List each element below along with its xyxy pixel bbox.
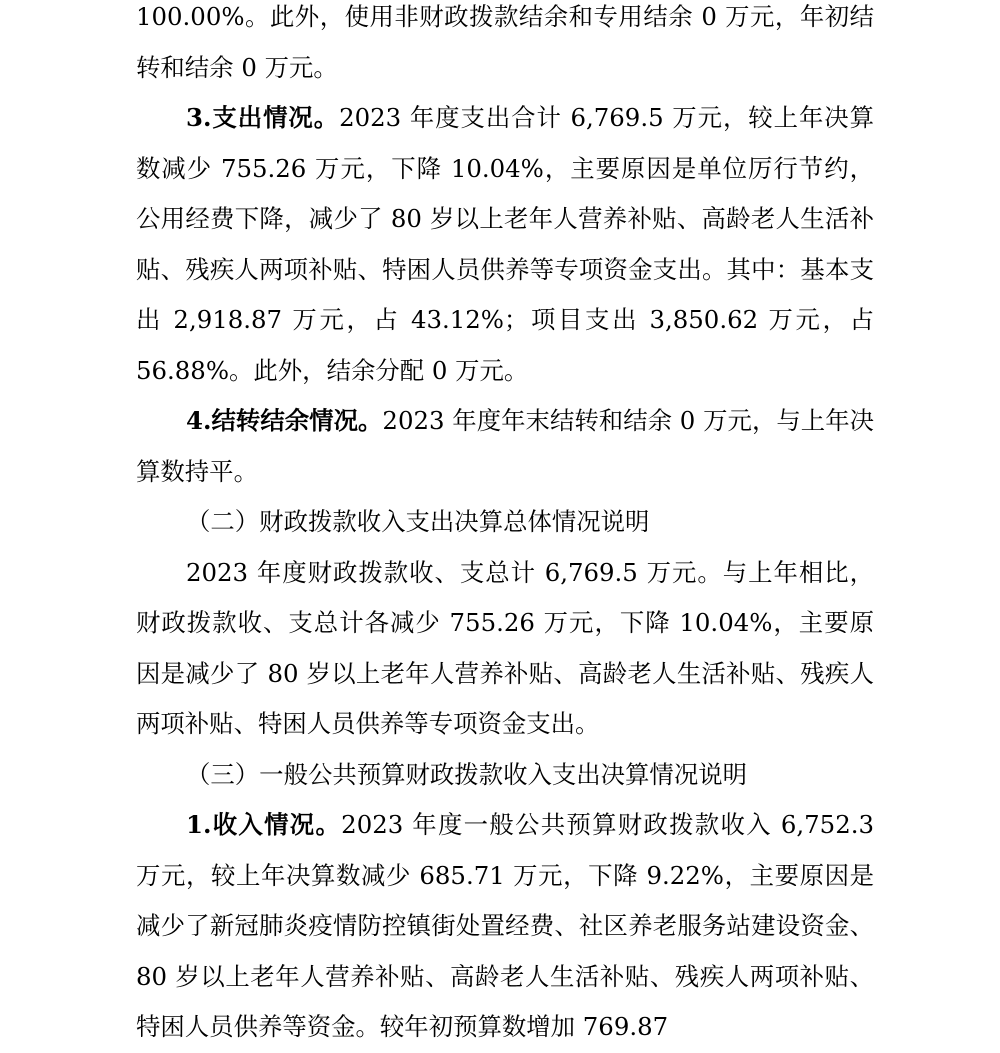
paragraph-text: 2023 年度财政拨款收、支总计 6,769.5 万元。与上年相比，财政拨款收、支总计各减少 755.26 万元，下降 10.04%，主要原因是减少了 80 岁以上老年人营养补贴、高龄老人生活补贴、残疾人两项补贴、特困人员供养等专项资金支出。 xyxy=(136,557,874,738)
section-heading-text: （二）财政拨款收入支出决算总体情况说明 xyxy=(186,507,650,536)
paragraph-text: 2023 年度一般公共预算财政拨款收入 6,752.3 万元，较上年决算数减少 685.71 万元，下降 9.22%，主要原因是减少了新冠肺炎疫情防控镇街处置经费、社区养老服务站建设资金、80 岁以上老年人营养补贴、高龄老人生活补贴、残疾人两项补贴、特困人员供养等资金。较年初预算数增加 769.87 xyxy=(136,810,874,1041)
paragraph-expenditure xyxy=(136,93,874,396)
paragraph-text: 2023 年度年末结转和结余 0 万元，与上年决算数持平。 xyxy=(136,406,874,486)
paragraph-lead: 4.结转结余情况。 xyxy=(186,406,383,435)
paragraph-text: 100.00%。此外，使用非财政拨款结余和专用结余 0 万元，年初结转和结余 0 万元。 xyxy=(136,2,874,82)
paragraph-text: 2023 年度支出合计 6,769.5 万元，较上年决算数减少 755.26 万元，下降 10.04%，主要原因是单位厉行节约，公用经费下降，减少了 80 岁以上老年人营养补贴、高龄老人生活补贴、残疾人两项补贴、特困人员供养等专项资金支出。其中：基本支出 2,918.87 万元，占 43.12%；项目支出 3,850.62 万元，占 56.88%。此外，结余分配 0 万元。 xyxy=(136,103,874,385)
paragraph-general-income xyxy=(136,800,874,1053)
paragraph-fiscal-total xyxy=(136,548,874,750)
paragraph-carryover xyxy=(136,396,874,497)
section-heading-3 xyxy=(136,750,874,801)
section-heading-text: （三）一般公共预算财政拨款收入支出决算情况说明 xyxy=(186,759,747,789)
paragraph-income-tail xyxy=(136,0,874,93)
paragraph-lead: 3.支出情况。 xyxy=(186,103,340,132)
paragraph-lead: 1.收入情况。 xyxy=(186,810,342,839)
document-page xyxy=(136,0,874,1053)
section-heading-2 xyxy=(136,497,874,548)
